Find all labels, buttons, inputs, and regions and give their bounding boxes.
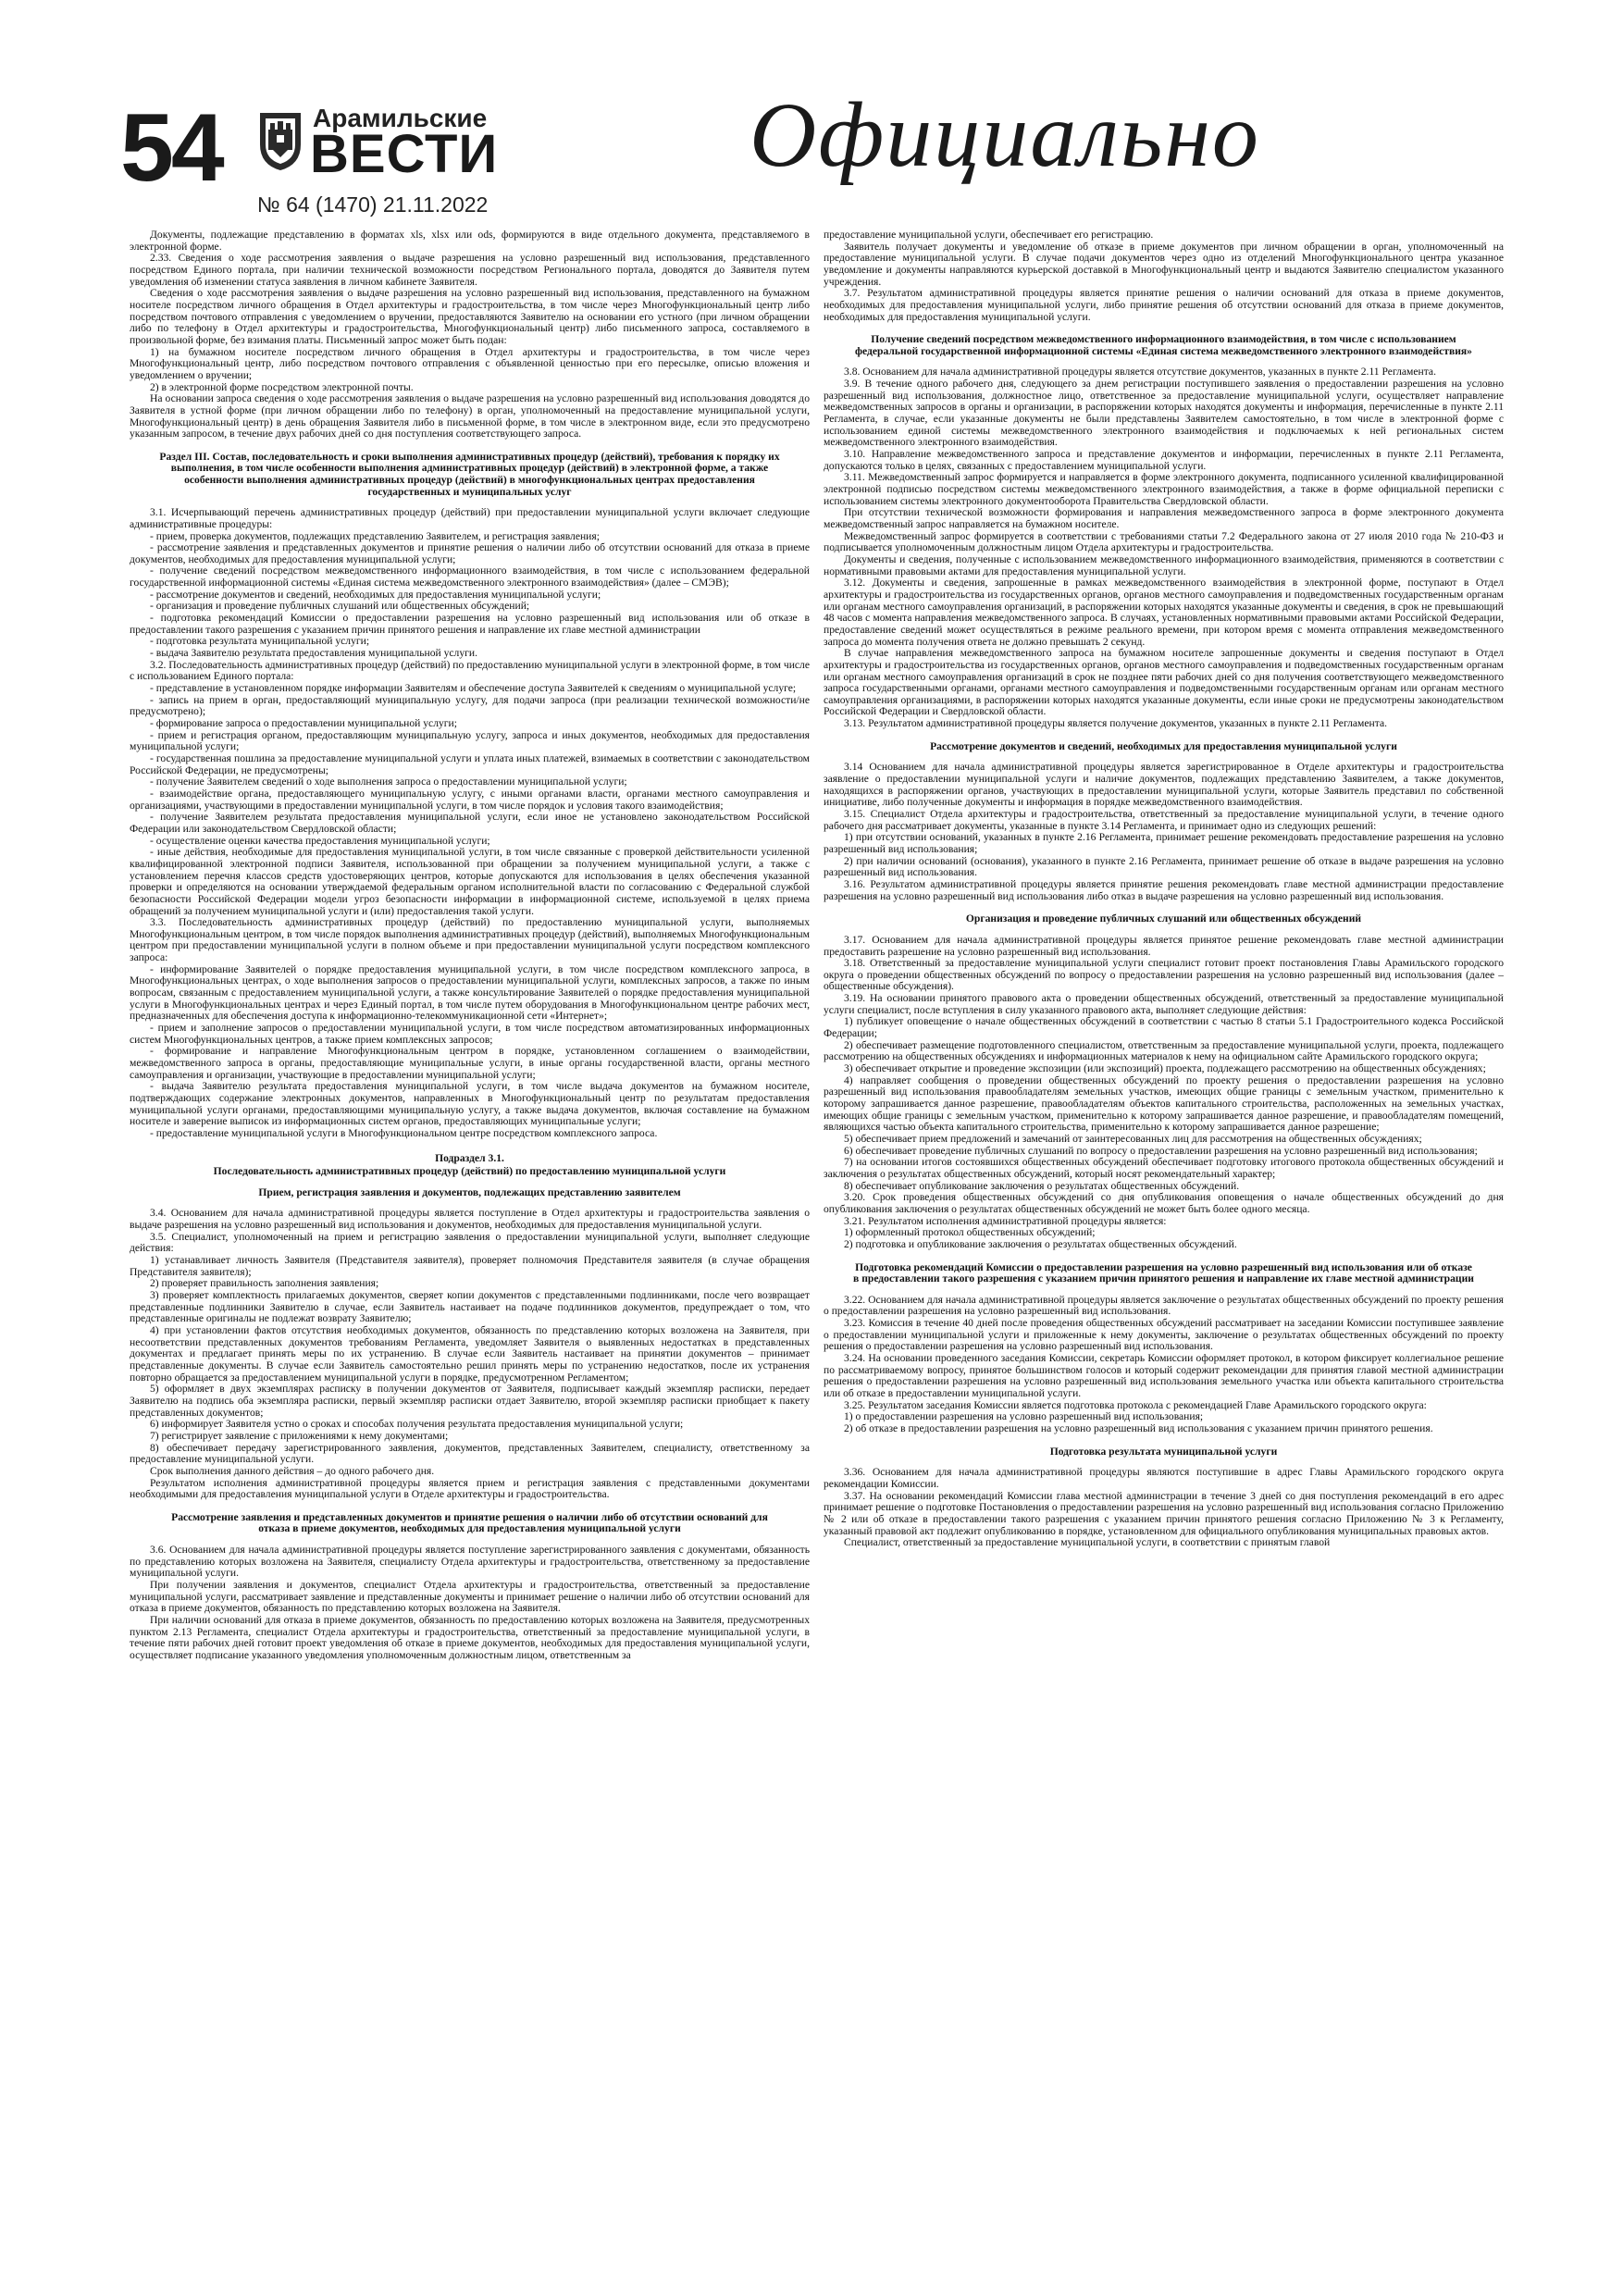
issue-number-date: № 64 (1470) 21.11.2022: [257, 192, 489, 217]
paragraph: 3.6. Основанием для начала административной процедуры является поступление зарегистрированного заявления с документами, обязанность по представлению которых возложена на Заявителя, специалисту Отдела архитектуры и градостроительства, ответственному за предоставление муниципальной услуги.: [130, 1544, 810, 1580]
paragraph: Межведомственный запрос формируется в соответствии с требованиями статьи 7.2 Федерального закона от 27 июля 2010 года № 210-ФЗ и подписывается уполномоченным должностным лицом Отдела архитектуры и градостроительства.: [824, 529, 1504, 554]
paragraph: 2) в электронной форме посредством электронной почты.: [150, 380, 414, 393]
paragraph: - организация и проведение публичных слушаний или общественных обсуждений;: [150, 600, 530, 613]
paragraph: 3.14 Основанием для начала административной процедуры является зарегистрированное в Отделе архитектуры и градостроительства заявление о предоставлении муниципальной услуги и наличие документов, подлежащих представлению Заявителем, а также документов, находящихся в распоряжении органов, участвующих в предоставлении муниципальной услуги, которые Заявитель представил по собственной инициативе, либо полученные документы и информация в порядке межведомственного взаимодействия.: [824, 761, 1504, 809]
paragraph: 3.20. Срок проведения общественных обсуждений со дня опубликования оповещения о начале общественных обсуждений до дня опубликования заключения о результатах общественных обсуждений не может быть более одного месяца.: [824, 1191, 1504, 1215]
paragraph: 8) обеспечивает передачу зарегистрированного заявления, документов, представленных Заявителем, специалисту, ответственному за предоставление муниципальной услуги.: [130, 1441, 810, 1466]
paragraph: 3.23. Комиссия в течение 40 дней после проведения общественных обсуждений рассматривает на заседании Комиссии поступившее заявление о предоставлении муниципальной услуги и приложенные к нему документы, заключение о результатах общественных обсуждений по проекту решения о предоставлении разрешения на условно разрешенный вид использования.: [824, 1317, 1504, 1353]
paragraph: 3.24. На основании проведенного заседания Комиссии, секретарь Комиссии оформляет протокол, в котором фиксирует коллегиальное решение по рассматриваемому вопросу, принятое большинством голосов и который содержит рекомендации для принятия главой местной администрации решения о предоставлении разрешения на условно разрешенный вид использования земельного участка или объекта капитального строительства или об отказе в предоставлении муниципальной услуги.: [824, 1352, 1504, 1399]
consideration-heading: Рассмотрение документов и сведений, необходимых для предоставления муниципальной услуги: [930, 739, 1397, 752]
paragraph: - запись на прием в орган, предоставляющий муниципальную услугу, для подачи запроса (при реализации технической возможности/не предусмотрено);: [130, 693, 810, 718]
paragraph: Документы и сведения, полученные с использованием межведомственного информационного взаимодействия, применяются в соответствии с нормативными правовыми актами для предоставления муниципальной услуги.: [824, 552, 1504, 577]
paragraph: - выдача Заявителю результата предоставления муниципальной услуги.: [150, 647, 477, 660]
paragraph: - прием и регистрация органом, предоставляющим муниципальную услугу, запроса и иных документов, необходимых для предоставления муниципальной услуги;: [130, 728, 810, 753]
intro-block: [130, 230, 810, 441]
paragraph: - взаимодействие органа, предоставляющего муниципальную услугу, с иными органами власти, органами местного самоуправления и организациями, участвующими в предоставлении муниципальной услуги, в том числе порядок и условия такого взаимодействия;: [130, 787, 810, 812]
paragraph: 3.25. Результатом заседания Комиссии является подготовка протокола с рекомендацией Главе Арамильского городского округа:: [844, 1398, 1427, 1411]
subsection-label: Подраздел 3.1.: [435, 1151, 504, 1164]
coat-of-arms-icon: [254, 107, 306, 172]
section-3-heading: Раздел III. Состав, последовательность и сроки выполнения административных процедур (действий), требования к порядку их выполнения, в том числе особенности выполнения административных процедур (действий) в электронной форме, а также особенности выполнения административных процедур (действий) в многофункциональных центрах предоставления государственных и муниципальных услуг: [159, 450, 780, 498]
paragraph: - иные действия, необходимые для предоставления муниципальной услуги, в том числе связанные с проверкой действительности усиленной квалифицированной электронной подписи Заявителя, использованной при обращении за получением муниципальной услуги, а также с установлением перечня классов средств удостоверяющих центров, которые допускаются для использования в целях обеспечения указанной проверки и определяются на основании утверждаемой федеральным органом исполнительной власти по согласованию с Федеральной службой безопасности Российской Федерации модели угроз безопасности информации в информационной системе, используемой в целях приема обращений за получением муниципальной услуги и (или) предоставления такой услуги.: [130, 846, 810, 917]
subsection-title: Последовательность административных процедур (действий) по предоставлению муниципальной услуги: [213, 1165, 726, 1178]
paragraph: 3.3. Последовательность административных процедур (действий) по предоставлению муниципальной услуги, выполняемых Многофункциональным центром, в том числе порядок выполнения административных процедур (действий), выполняемых Многофункциональным центром при предоставлении муниципальной услуги в полном объеме и при предоставлении муниципальной услуги посредством комплексного запроса:: [130, 916, 810, 964]
paragraph: - государственная пошлина за предоставление муниципальной услуги и уплата иных платежей, взимаемых в соответствии с законодательством Российской Федерации, не предусмотрены;: [130, 751, 810, 776]
paragraph: - предоставление муниципальной услуги в Многофункциональном центре посредством комплексного запроса.: [150, 1126, 658, 1139]
paragraph: 3.19. На основании принятого правового акта о проведении общественных обсуждений, ответственный за предоставление муниципальной услуги специалист, после вступления в силу указанного правового акта, выполняет следующие действия:: [824, 992, 1504, 1016]
paragraph: 4) при установлении фактов отсутствия необходимых документов, обязанность по представлению которых возложена на Заявителя, при несоответствии представленных документов требованиям Регламента, уведомляет Заявителя о выявленных недостатках в представленных документах и предлагает принять меры по их устранению. В случае если Заявитель настаивает на принятии документов – принимает представленные документы. В случае если Заявитель самостоятельно решил принять меры по устранению недостатков, после их устранения повторно обращается за предоставлением муниципальной услуги в порядке, предусмотренном Регламентом;: [130, 1323, 810, 1384]
review-body: [130, 1545, 810, 1662]
paragraph: 3.9. В течение одного рабочего дня, следующего за днем регистрации поступившего заявления о предоставлении разрешения на условно разрешенный вид использования, должностное лицо, ответственное за предоставление муниципальной услуги, осуществляет направление межведомственных запросов в органы и организации, в распоряжении которых находятся документы и информация, перечисленные в пункте 2.11 Регламента, в случае, если указанные документы не были представлены Заявителем самостоятельно, в том числе в электронной форме с использованием единой системы межведомственного электронного взаимодействия и подключаемых к ней региональных систем межведомственного электронного взаимодействия.: [824, 378, 1504, 449]
paragraph: 3.13. Результатом административной процедуры является получение документов, указанных в пункте 2.11 Регламента.: [844, 717, 1387, 730]
paragraph: - выдача Заявителю результата предоставления муниципальной услуги, в том числе выдача документов на бумажном носителе, подтверждающих содержание электронных документов, направленных в Многофункциональный центр по результатам предоставления муниципальной услуги органами, предоставляющими муниципальную услугу, а также выдача документов, включая составление на бумажном носителе и заверение выписок из информационных систем органов, предоставляющих муниципальные услуги;: [130, 1080, 810, 1128]
paragraph: 3.7. Результатом административной процедуры является принятие решения о наличии оснований для отказа в приеме документов, необходимых для предоставления муниципальной услуги, либо принятие решения об отсутствии оснований для отказа в приеме документов, необходимых для предоставления муниципальной услуги.: [824, 287, 1504, 323]
paragraph: - рассмотрение документов и сведений, необходимых для предоставления муниципальной услуги;: [150, 588, 601, 601]
paragraph: 1) о предоставлении разрешения на условно разрешенный вид использования;: [844, 1410, 1204, 1423]
paragraph: Специалист, ответственный за предоставление муниципальной услуги, в соответствии с принятым главой: [844, 1536, 1331, 1549]
commission-heading: Подготовка рекомендаций Комиссии о предоставлении разрешения на условно разрешенный вид использования или об отказе в предоставлении такого разрешения с указанием причин принятого решения и направление их главе местной администрации: [853, 1260, 1474, 1285]
paragraph: 3) проверяет комплектность прилагаемых документов, сверяет копии документов с представленными подлинниками, после чего возвращает представленные подлинники Заявителю в случае, если Заявитель настаивает на подаче подлинников документов, предупреждает о том, что представленные оригиналы не подлежат возврату Заявителю;: [130, 1289, 810, 1325]
interagency-heading: Получение сведений посредством межведомственного информационного взаимодействия, в том числе с использованием федеральной государственной информационной системы «Единая система межведомственного электронного взаимодействия»: [855, 333, 1472, 357]
paragraph: 8) обеспечивает опубликование заключения о результатах общественных обсуждений.: [844, 1179, 1240, 1192]
paragraph: - прием, проверка документов, подлежащих представлению Заявителем, и регистрация заявления;: [150, 529, 600, 542]
reception-heading: Прием, регистрация заявления и документов, подлежащих представлению заявителем: [258, 1185, 681, 1198]
paragraph: - подготовка результата муниципальной услуги;: [150, 635, 370, 648]
section-3-body: [130, 507, 810, 1139]
paragraph: 1) оформленный протокол общественных обсуждений;: [844, 1226, 1096, 1239]
newspaper-name: ВЕСТИ: [310, 124, 499, 184]
paragraph: - получение Заявителем результата предоставления муниципальной услуги, если иное не установлено законодательством Российской Федерации или законодательством Свердловской области;: [130, 811, 810, 835]
paragraph: 3.2. Последовательность административных процедур (действий) по предоставлению муниципальной услуги в электронной форме, в том числе с использованием Единого портала:: [130, 658, 810, 683]
paragraph: 3.1. Исчерпывающий перечень административных процедур (действий) при предоставлении муниципальной услуги включает следующие административные процедуры:: [130, 506, 810, 530]
consideration-body: [824, 762, 1504, 902]
paragraph: При получении заявления и документов, специалист Отдела архитектуры и градостроительства, ответственный за предоставление муниципальной услуги, рассматривает заявление и представленные документы и принимает решение о наличии либо об отсутствии оснований для отказа в приеме документов, обязанность по представлению которых возложена на Заявителя.: [130, 1578, 810, 1615]
left-column: [130, 230, 810, 2242]
paragraph: 2.33. Сведения о ходе рассмотрения заявления о выдаче разрешения на условно разрешенный вид использования, представленного посредством Единого портала, при наличии технической возможности посредством Регионального портала, доводятся до Заявителя путем уведомления об изменении статуса заявления в личном кабинете Заявителя.: [130, 252, 810, 288]
paragraph: 3.17. Основанием для начала административной процедуры является принятое решение рекомендовать главе местной администрации предоставить разрешение на условно разрешенный вид использования.: [824, 933, 1504, 958]
paragraph: 1) при отсутствии оснований, указанных в пункте 2.16 Регламента, принимает решение рекомендовать предоставление разрешения на условно разрешенный вид использования;: [824, 831, 1504, 855]
paragraph: - формирование и направление Многофункциональным центром в порядке, установленном соглашением о взаимодействии, межведомственного запроса в органы, предоставляющие муниципальные услуги, в иные органы государственной власти, органы местного самоуправления и организации, участвующие в предоставлении муниципальной услуги;: [130, 1045, 810, 1081]
paragraph: Документы, подлежащие представлению в форматах xls, xlsx или ods, формируются в виде отдельного документа, представляемого в электронной форме.: [130, 230, 810, 253]
paragraph: 3.11. Межведомственный запрос формируется и направляется в форме электронного документа, подписанного усиленной квалифицированной электронной подписью посредством системы межведомственного электронного взаимодействия, а также в форме официальной переписки с использованием системы электронного документооборота Правительства Свердловской области.: [824, 471, 1504, 507]
paragraph: 3.18. Ответственный за предоставление муниципальной услуги специалист готовит проект постановления Главы Арамильского городского округа о проведении общественных обсуждений по вопросу о предоставлении разрешения на условно разрешенный вид использования (далее – общественные обсуждения).: [824, 957, 1504, 993]
commission-body: [824, 1295, 1504, 1435]
paragraph: Результатом исполнения административной процедуры является прием и регистрация заявления с представленными документами необходимыми для предоставления муниципальной услуги в Отделе архитектуры и градостроительства.: [130, 1476, 810, 1501]
paragraph: 3.12. Документы и сведения, запрошенные в рамках межведомственного взаимодействия в электронной форме, поступают в Отдел архитектуры и градостроительства из государственных органов, органов местного самоуправления и подведомственных государственным органам или органам местного самоуправления организаций, в распоряжении которых находятся указанные документы и сведения, в срок не превышающий 48 часов с момента направления межведомственного запроса. В случаях, установленных нормативными правовыми актами Российской Федерации, предоставление сведений может осуществляться в режиме реального времени, при котором время с момента отправления межведомственного запроса до момента получения ответа не должно превышать 2 секунд.: [824, 577, 1504, 648]
paragraph: Заявитель получает документы и уведомление об отказе в приеме документов при личном обращении в орган, уполномоченный на предоставление муниципальной услуги. В случае подачи документов через одно из отделений Многофункционального центра указанное уведомление и документы направляются курьерской доставкой в Многофункциональный центр и выдаются Заявителю специалистом указанного учреждения.: [824, 240, 1504, 288]
paragraph: - информирование Заявителей о порядке предоставления муниципальной услуги, в том числе посредством комплексного запроса, в Многофункциональных центрах, о ходе выполнения запросов о предоставлении муниципальной услуги, комплексных запросов, а также по иным вопросам, связанным с предоставлением муниципальной услуги, а также консультирование Заявителей о порядке предоставления муниципальной услуги в Многофункциональных центрах и через Единый портал, в том числе путем оборудования в Многофункциональном центре рабочих мест, предназначенных для обеспечения доступа к информационно-телекоммуникационной сети «Интернет»;: [130, 962, 810, 1023]
section-title: Официально: [750, 83, 1260, 186]
result-heading: Подготовка результата муниципальной услуги: [1049, 1445, 1278, 1458]
reception-body: [130, 1208, 810, 1500]
paragraph: 3.16. Результатом административной процедуры является принятие решения рекомендовать главе местной администрации предоставление разрешения на условно разрешенный вид использования либо отказ в выдаче разрешения на условно разрешенный вид использования.: [824, 877, 1504, 902]
paragraph: 2) проверяет правильность заполнения заявления;: [150, 1277, 379, 1290]
paragraph: 1) публикует оповещение о начале общественных обсуждений в соответствии с частью 8 статьи 5.1 Градостроительного кодекса Российской Федерации;: [824, 1015, 1504, 1040]
paragraph: 4) направляет сообщения о проведении общественных обсуждений по проекту решения о предоставлении разрешения на условно разрешенный вид использования правообладателям земельных участков, имеющих общие границы с земельным участком, применительно к которому запрашивается данное разрешение, правообладателям объектов капитального строительства, расположенных на земельных участках, имеющих общие границы с земельным участком, применительно к которому запрашивается данное разрешение, и правообладателям помещений, являющихся частью объекта капитального строительства, применительно к которому запрашивается данное разрешение;: [824, 1074, 1504, 1134]
paragraph: 3) обеспечивает открытие и проведение экспозиции (или экспозиций) проекта, подлежащего рассмотрению на общественных обсуждениях;: [844, 1062, 1486, 1075]
paragraph: 1) на бумажном носителе посредством личного обращения в Отдел архитектуры и градостроительства, в том числе через Многофункциональный центр, либо посредством почтового отправления с объявленной ценностью при его пересылке, описью вложения и уведомлением о вручении;: [130, 345, 810, 381]
paragraph: предоставление муниципальной услуги, обеспечивает его регистрацию.: [824, 230, 1154, 241]
paragraph: - представление в установленном порядке информации Заявителям и обеспечение доступа Заявителей к сведениям о муниципальной услуге;: [150, 682, 797, 695]
paragraph: - подготовка рекомендаций Комиссии о предоставлении разрешения на условно разрешенный вид использования или об отказе в предоставлении такого разрешения с указанием причин принятого решения и направление их главе местной администрации: [130, 612, 810, 636]
right-column: [824, 230, 1504, 2242]
paragraph: 5) обеспечивает прием предложений и замечаний от заинтересованных лиц для рассмотрения на общественных обсуждениях;: [844, 1133, 1422, 1145]
paragraph: 3.4. Основанием для начала административной процедуры является поступление в Отдел архитектуры и градостроительства заявления о выдаче разрешения на условно разрешенный вид использования и документов, необходимых для предоставления муниципальной услуги.: [130, 1207, 810, 1232]
paragraph: 3.37. На основании рекомендаций Комиссии глава местной администрации в течение 3 дней со дня поступления рекомендаций в его адрес принимает решение о подготовке Постановления о предоставлении разрешения на условно разрешенный вид использования согласно Приложению № 2 или об отказе в предоставлении такого разрешения с указанием причин принятого решения согласно Приложению № 3 к Регламенту, указанный правовой акт подлежит опубликованию в порядке, установленном для официального опубликования муниципальных правовых актов.: [824, 1489, 1504, 1537]
paragraph: 5) оформляет в двух экземплярах расписку в получении документов от Заявителя, подписывает каждый экземпляр расписки, передает Заявителю на подпись оба экземпляра расписки, первый экземпляр расписки отдает Заявителю, второй экземпляр расписки приобщает к пакету представленных документов;: [130, 1383, 810, 1419]
paragraph: - получение Заявителем сведений о ходе выполнения запроса о предоставлении муниципальной услуги;: [150, 776, 627, 788]
result-body: [824, 1467, 1504, 1549]
paragraph: 7) регистрирует заявление с приложениями к нему документами;: [150, 1429, 449, 1442]
hearings-heading: Организация и проведение публичных слушаний или общественных обсуждений: [965, 912, 1362, 925]
paragraph: 3.36. Основанием для начала административной процедуры являются поступившие в адрес Главы Арамильского городского округа рекомендации Комиссии.: [824, 1466, 1504, 1490]
paragraph: 2) подготовка и опубликование заключения о результатах общественных обсуждений.: [844, 1237, 1237, 1250]
paragraph: - рассмотрение заявления и представленных документов и принятие решения о наличии либо об отсутствии оснований для отказа в приеме документов, необходимых для предоставления муниципальной услуги;: [130, 541, 810, 565]
paragraph: - получение сведений посредством межведомственного информационного взаимодействия, в том числе с использованием федеральной государственной информационной системы «Единая система межведомственного электронного взаимодействия» (далее – СМЭВ);: [130, 565, 810, 590]
paragraph: 2) обеспечивает размещение подготовленного специалистом, ответственным за предоставление муниципальной услуги, проекта, подлежащего рассмотрению на общественных обсуждениях и информационных материалов к нему на официальном сайте Арамильского городского округа;: [824, 1038, 1504, 1063]
continuation-block: [824, 230, 1504, 323]
newspaper-name-top: Арамильские: [313, 104, 488, 132]
paragraph: 3.10. Направление межведомственного запроса и представление документов и информации, перечисленных в пункте 2.11 Регламента, допускаются только в целях, связанных с предоставлением муниципальной услуги.: [824, 448, 1504, 472]
paragraph: При наличии оснований для отказа в приеме документов, обязанность по предоставлению которых возложена на Заявителя, предусмотренных пунктом 2.13 Регламента, специалист Отдела архитектуры и градостроительства, ответственный за предоставление муниципальной услуги, в течение пяти рабочих дней готовит проект уведомления об отказе в приеме документов, необходимых для предоставления муниципальной услуги, осуществляет подписание указанного уведомления уполномоченным должностным лицом, ответственным за: [130, 1613, 810, 1661]
paragraph: 2) при наличии оснований (основания), указанного в пункте 2.16 Регламента, принимает решение об отказе в выдаче разрешения на условно разрешенный вид использования.: [824, 854, 1504, 879]
paragraph: 6) информирует Заявителя устно о сроках и способах получения результата предоставления муниципальной услуги;: [150, 1418, 684, 1431]
paragraph: При отсутствии технической возможности формирования и направления межведомственного запроса в форме электронного документа межведомственный запрос направляется на бумажном носителе.: [824, 506, 1504, 530]
paragraph: На основании запроса сведения о ходе рассмотрения заявления о выдаче разрешения на условно разрешенный вид использования доводятся до Заявителя в устной форме (при личном обращении либо по телефону) в орган, уполномоченный на предоставление муниципальной услуги, Многофункциональный центр) в день обращения Заявителя либо в письменной форме, в том числе в электронном виде, если это предусмотрено указанным запросом, в течение двух рабочих дней со дня поступления соответствующего запроса.: [130, 392, 810, 441]
paragraph: 2) об отказе в предоставлении разрешения на условно разрешенный вид использования с указанием причин принятого решения.: [844, 1421, 1433, 1434]
paragraph: - формирование запроса о предоставлении муниципальной услуги;: [150, 717, 457, 729]
interagency-body: [824, 366, 1504, 729]
paragraph: 3.8. Основанием для начала административной процедуры является отсутствие документов, указанных в пункте 2.11 Регламента.: [844, 366, 1436, 379]
hearings-body: [824, 935, 1504, 1251]
paragraph: 3.15. Специалист Отдела архитектуры и градостроительства, ответственный за предоставление муниципальной услуги, в течение одного рабочего дня рассматривает документы, указанные в пункте 3.14 Регламента, и принимает одно из следующих решений:: [824, 808, 1504, 832]
paragraph: 3.21. Результатом исполнения административной процедуры является:: [844, 1214, 1167, 1227]
paragraph: Сведения о ходе рассмотрения заявления о выдаче разрешения на условно разрешенный вид использования, представленного на бумажном носителе посредством личного обращения в Отдел архитектуры и градостроительства, в том числе через Многофункциональный центр либо посредством почтового отправления с уведомлением о вручении, предоставляются Заявителю на основании его устного (при личном обращении либо по телефону в Отдел архитектуры и градостроительства, Многофункциональный центр) либо письменного запроса, составляемого в произвольной форме, без взимания платы. Письменный запрос может быть подан:: [130, 287, 810, 346]
masthead: [120, 83, 1277, 231]
paragraph: 6) обеспечивает проведение публичных слушаний по вопросу о предоставлении разрешения на условно разрешенный вид использования;: [844, 1144, 1478, 1157]
paragraph: - прием и заполнение запросов о предоставлении муниципальной услуги, в том числе посредством автоматизированных информационных систем Многофункциональных центров, а также прием комплексных запросов;: [130, 1022, 810, 1046]
paragraph: 3.5. Специалист, уполномоченный на прием и регистрацию заявления о предоставлении муниципальной услуги, выполняет следующие действия:: [130, 1230, 810, 1255]
paragraph: - осуществление оценки качества предоставления муниципальной услуги;: [150, 834, 490, 847]
page-number: 54: [120, 94, 222, 202]
paragraph: В случае направления межведомственного запроса на бумажном носителе запрошенные документы и сведения поступают в Отдел архитектуры и градостроительства из государственных органов, органов местного самоуправления и подведомственных государственным органам или органам местного самоуправления организаций в срок не позднее пяти рабочих дней со дня получения соответствующего межведомственного запроса государственными органами, органами местного самоуправления и подведомственными государственным органам или органам местного самоуправления организациями, в распоряжении которых находятся указанные документы, если иные сроки не предусмотрены законодательством Российской Федерации и Свердловской области.: [824, 647, 1504, 718]
paragraph: Срок выполнения данного действия – до одного рабочего дня.: [150, 1464, 435, 1477]
paragraph: 7) на основании итогов состоявшихся общественных обсуждений обеспечивает подготовку итогового протокола общественных обсуждений и заключения о результатах общественных обсуждений, который носят рекомендательный характер;: [824, 1156, 1504, 1180]
paragraph: 3.22. Основанием для начала административной процедуры является заключение о результатах общественных обсуждений по проекту решения о предоставлении разрешения на условно разрешенный вид использования.: [824, 1293, 1504, 1318]
paragraph: 1) устанавливает личность Заявителя (Представителя заявителя), проверяет полномочия Представителя заявителя (в случае обращения Представителя заявителя);: [130, 1254, 810, 1278]
review-heading: Рассмотрение заявления и представленных документов и принятие решения о наличии либо об отсутствии оснований для отказа в приеме документов, необходимых для предоставления муниципальной услуги: [171, 1510, 768, 1535]
